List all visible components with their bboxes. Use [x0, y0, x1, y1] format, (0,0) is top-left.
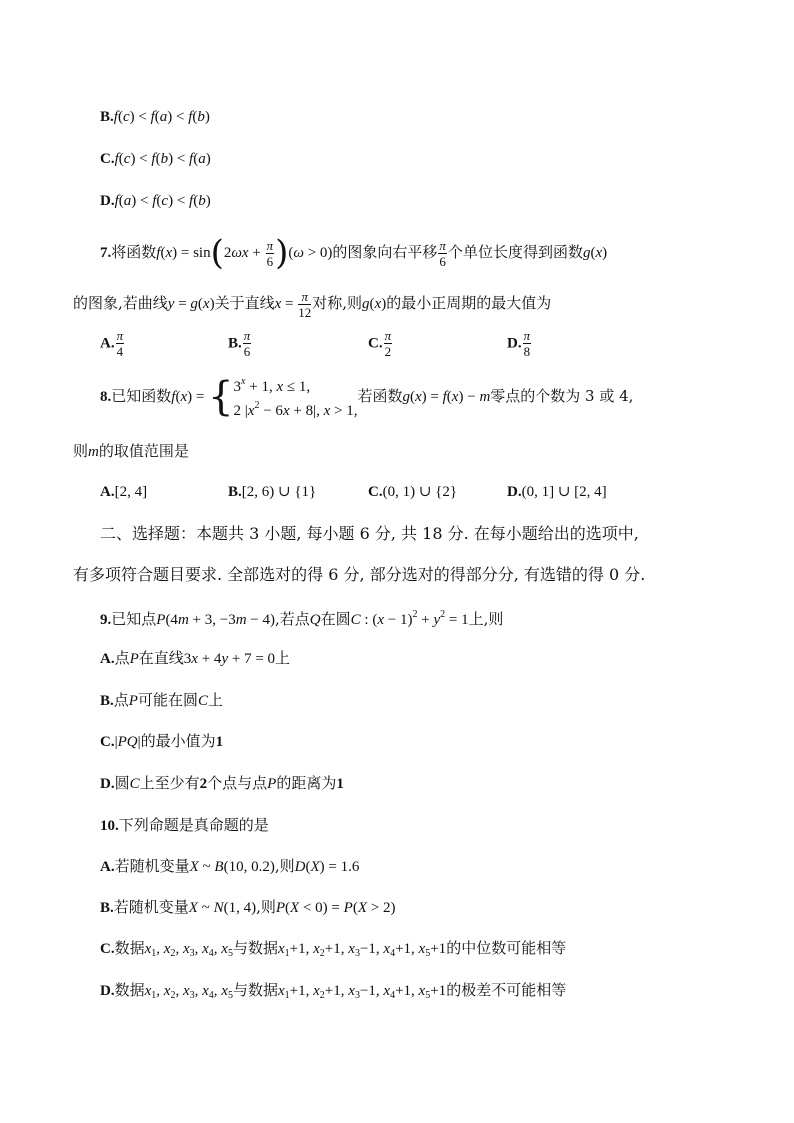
section2-heading-line1: 二、选择题：本题共 3 小题, 每小题 6 分, 共 18 分. 在每小题给出的选项中, — [100, 524, 639, 543]
q8-option-a: A.[2, 4] — [100, 484, 148, 500]
q7-option-c: C. $\frac{\pi}{2}$ — [368, 328, 392, 359]
q6-option-d: D.f(a) < f(c) < f(b) — [100, 193, 211, 209]
q10-option-d: D.数据$x_1$, $x_2$, $x_3$, $x_4$, $x_5$与数据$x_1+1$, $x_2+1$, $x_3-1$, $x_4+1$, $x_5+1$的极差不可能相等 — [100, 981, 567, 1001]
q8-option-d: D.(0, 1] ∪ [2, 4] — [507, 484, 607, 500]
q8-stem-line1: 8.已知函数$f(x) = \{3^x + 1$, x ≤ 1, 2 $|x^2 - 6x + 8|$, x > 1,若函数g(x) = f(x) − m零点的个数为 3 或 4, — [100, 374, 634, 420]
q7-stem-line2: 的图象,若曲线y = g(x)关于直线x = $\frac{\pi}{12}$ 对称,则g(x)的最小正周期的最大值为 — [73, 288, 552, 320]
q8-options — [100, 481, 720, 501]
fraction: $\frac{\pi}{6}$ — [266, 237, 274, 269]
q10-option-c: C.数据$x_1$, $x_2$, $x_3$, $x_4$, $x_5$与数据$x_1+1$, $x_2+1$, $x_3-1$, $x_4+1$, $x_5+1$的中位数可能相等 — [100, 939, 567, 959]
q10-option-b: B.若随机变量X ~ N(1, 4),则P(X < 0) = P(X > 2) — [100, 898, 396, 916]
q10-option-a: A.若随机变量X ~ B(10, 0.2),则D(X) = 1.6 — [100, 857, 360, 875]
q9-option-a: A.点P在直线3x + 4y + 7 = 0上 — [100, 649, 291, 667]
section2-heading-line2: 有多项符合题目要求. 全部选对的得 6 分, 部分选对的得部分分, 有选错的得 0 分. — [73, 565, 646, 584]
q9-option-c: C.|PQ|的最小值为1 — [100, 732, 224, 750]
q8-option-b: B.[2, 6) ∪ {1} — [228, 484, 317, 500]
q10-stem: 10.下列命题是真命题的是 — [100, 816, 269, 834]
piecewise-function: $3^x + 1$, x ≤ 1, 2 $|x^2 - 6x + 8|$, x > 1, — [233, 376, 358, 419]
q9-option-b: B.点P可能在圆C上 — [100, 691, 223, 709]
q9-option-d: D.圆C上至少有2个点与点P的距离为1 — [100, 774, 344, 792]
q7-option-a: A. $\frac{\pi}{4}$ — [100, 328, 124, 359]
q6-option-b: B.f(c) < f(a) < f(b) — [100, 109, 210, 125]
q9-stem: 9.已知点P(4m + 3, −3m − 4),若点Q在圆C : $(x - 1)^2 + y^2 = 1$上,则 — [100, 609, 504, 628]
q7-option-d: D. $\frac{\pi}{8}$ — [507, 328, 531, 359]
q8-option-c: C.(0, 1) ∪ {2} — [368, 484, 458, 500]
q8-stem-line2: 则m的取值范围是 — [73, 442, 189, 460]
q7-options — [100, 328, 700, 364]
q6-option-c: C.f(c) < f(b) < f(a) — [100, 151, 211, 167]
q7-stem-line1: 7.将函数f(x) = sin(2ωx + $\frac{\pi}{6}$ )(ω > 0)的图象向右平移 $\frac{\pi}{6}$ 个单位长度得到函数g(x) — [100, 233, 608, 273]
math: f — [113, 109, 118, 125]
q7-option-b: B. $\frac{\pi}{6}$ — [228, 328, 251, 359]
